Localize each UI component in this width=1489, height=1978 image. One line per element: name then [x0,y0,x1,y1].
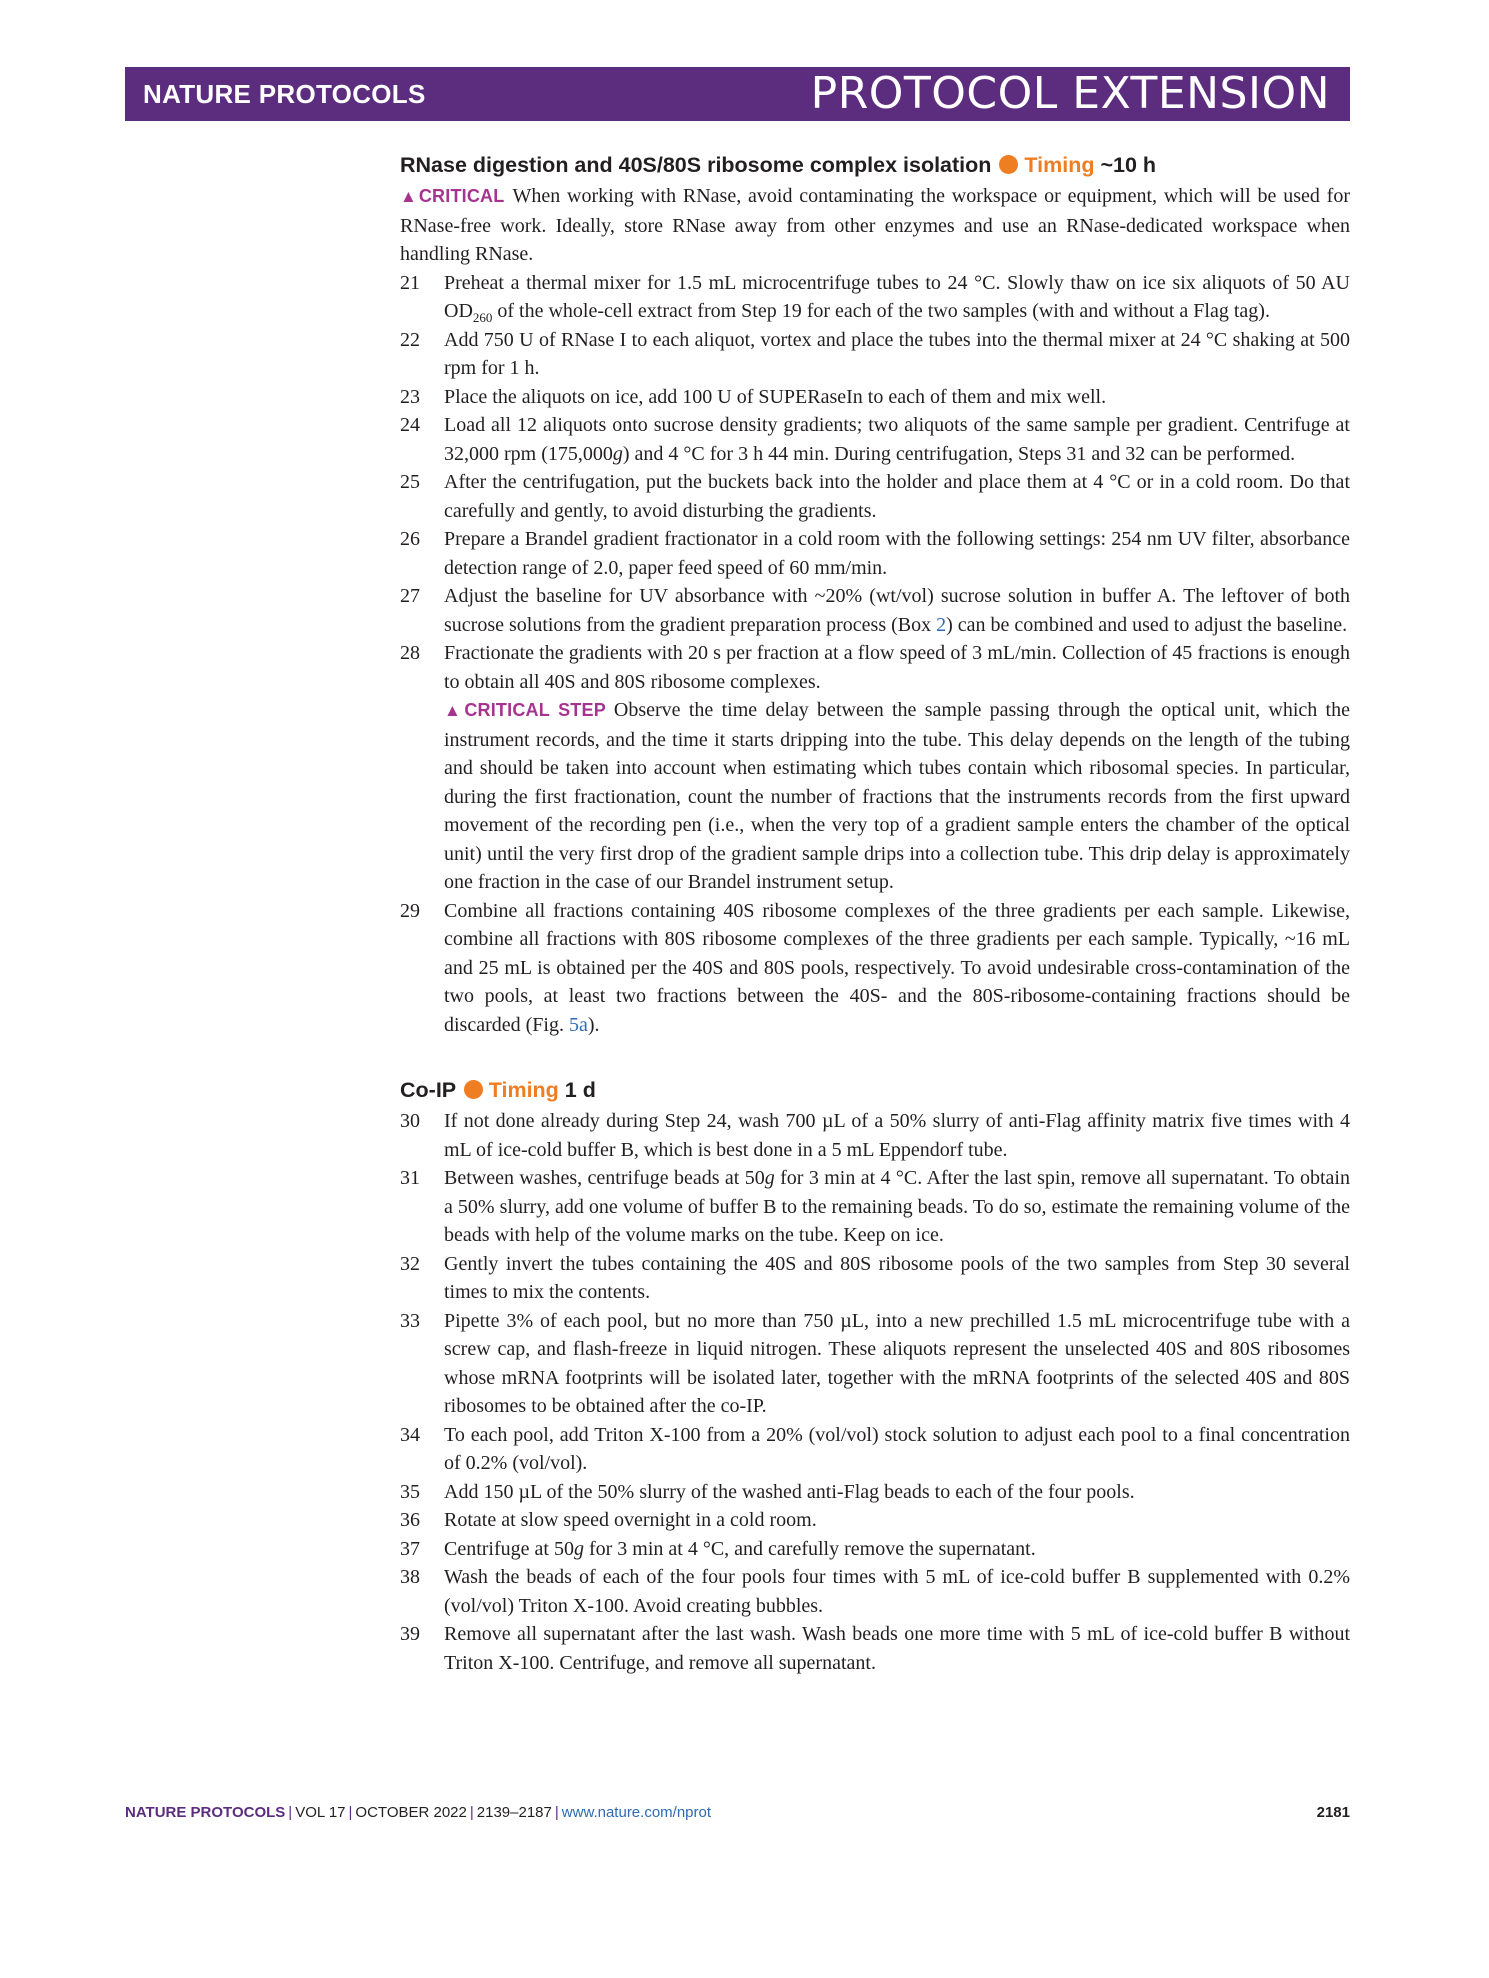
header-bar [125,67,1350,121]
warning-triangle-icon: ▲ [400,187,419,206]
step-text: Add 150 µL of the 50% slurry of the washed anti-Flag beads to each of the four pools. [444,1480,1135,1503]
step-text: Preheat a thermal mixer for 1.5 mL microcentrifuge tubes to 24 °C. Slowly thaw on ice six aliquots of 50 AU $OD_{260}$ of the whole-cell extract from Step 19 for each of the two samples (with and without a Flag tag). [444,271,1350,325]
step-34 [400,1421,1350,1478]
critical-step-note: ▲CRITICAL STEP Observe the time delay between the sample passing through the optical unit, which the instrument records, and the time it starts dripping into the tube. This delay depends on the length of the tubing and should be taken into account when estimating which tubes contain which ribosomal species. In particular, during the first fractionation, count the number of fractions that the instruments records from the first upward movement of the recording pen (i.e., when the very top of a gradient sample enters the chamber of the optical unit) until the very first drop of the gradient sample drips into a collection tube. This drip delay is approximately one fraction in the case of our Brandel instrument setup. [444,699,1350,893]
step-text: Between washes, centrifuge beads at 50g for 3 min at 4 °C. After the last spin, remove all supernatant. To obtain a 50% slurry, add one volume of buffer B to the remaining beads. To do so, estimate the remaining volume of the beads with help of the volume marks on the tube. Keep on ice. [444,1167,1350,1246]
timing-label: Timing [1024,153,1095,177]
step-number: 36 [400,1509,420,1531]
timing-value: 1 d [564,1078,596,1102]
step-31 [400,1164,1350,1250]
step-26 [400,525,1350,582]
section-title: Co-IP [400,1078,456,1102]
section-title: RNase digestion and 40S/80S ribosome complex isolation [400,153,992,177]
step-number: 38 [400,1566,420,1588]
step-number: 27 [400,585,420,607]
step-28 [400,639,1350,897]
step-35 [400,1478,1350,1507]
step-text: If not done already during Step 24, wash 700 µL of a 50% slurry of anti-Flag affinity matrix five times with 4 mL of ice-cold buffer B, which is best done in a 5 mL Eppendorf tube. [444,1110,1350,1161]
step-text: Fractionate the gradients with 20 s per fraction at a flow speed of 3 mL/min. Collection of 45 fractions is enough to obtain all 40S and 80S ribosome complexes. [444,642,1350,693]
main-content [400,150,1350,1677]
footer-url-link[interactable]: www.nature.com/nprot [561,1804,712,1821]
footer-pages: 2139–2187 [476,1804,552,1821]
step-text: Adjust the baseline for UV absorbance with ~20% (wt/vol) sucrose solution in buffer A. The leftover of both sucrose solutions from the gradient preparation process (Box 2) can be combined and used to adjust the baseline. [444,585,1350,636]
step-23 [400,383,1350,412]
step-number: 22 [400,328,420,351]
step-27 [400,582,1350,639]
section-heading-rnase [400,150,1350,180]
critical-step-tag: ▲CRITICAL STEP [444,700,606,720]
step-text: Rotate at slow speed overnight in a cold room. [444,1509,817,1531]
step-number: 29 [400,899,420,922]
step-number: 33 [400,1309,420,1332]
step-number: 39 [400,1623,420,1645]
article-type: PROTOCOL EXTENSION [810,68,1330,119]
step-33 [400,1307,1350,1421]
step-text: Place the aliquots on ice, add 100 U of SUPERaseIn to each of them and mix well. [444,385,1107,408]
step-24 [400,411,1350,468]
step-22 [400,326,1350,383]
step-39 [400,1620,1350,1677]
box-link[interactable]: 2 [936,613,947,636]
step-32 [400,1250,1350,1307]
page-number: 2181 [1316,1804,1350,1821]
section-heading-coip [400,1075,1350,1105]
step-text: Pipette 3% of each pool, but no more than 750 µL, into a new prechilled 1.5 mL microcentrifuge tube with a screw cap, and flash-freeze in liquid nitrogen. These aliquots represent the unselected 40S and 80S ribosomes whose mRNA footprints will be isolated later, together with the mRNA footprints of the selected 40S and 80S ribosomes to be obtained after the co-IP. [444,1309,1350,1417]
step-number: 23 [400,385,420,408]
figure-link[interactable]: 5a [568,1013,588,1036]
step-text: Add 750 U of RNase I to each aliquot, vortex and place the tubes into the thermal mixer at 24 °C shaking at 500 rpm for 1 h. [444,328,1350,379]
step-30 [400,1107,1350,1164]
critical-tag: ▲CRITICAL [400,186,505,206]
step-37 [400,1535,1350,1564]
footer-date: OCTOBER 2022 [355,1804,467,1821]
step-number: 37 [400,1537,420,1560]
step-number: 30 [400,1110,420,1132]
step-number: 31 [400,1167,420,1189]
critical-text: When working with RNase, avoid contaminating the workspace or equipment, which will be used for RNase-free work. Ideally, store RNase away from other enzymes and use an RNase-dedicated workspace when handling RNase. [400,185,1350,265]
footer-citation: NATURE PROTOCOLS | VOL 17 | OCTOBER 2022 | 2139–2187 | www.nature.com/nprot [125,1804,712,1821]
step-text: Remove all supernatant after the last wash. Wash beads one more time with 5 mL of ice-cold buffer B without Triton X-100. Centrifuge, and remove all supernatant. [444,1623,1350,1674]
step-text: Combine all fractions containing 40S ribosome complexes of the three gradients per each sample. Likewise, combine all fractions with 80S ribosome complexes of the three gradients per each sample. Typically, ~16 mL and 25 mL is obtained per the 40S and 80S pools, respectively. To avoid undesirable cross-contamination of the two pools, at least two fractions between the 40S- and the 80S-ribosome-containing fractions should be discarded (Fig. 5a). [444,899,1350,1036]
step-number: 28 [400,642,420,664]
timing-value: ~10 h [1100,153,1157,177]
step-text: Centrifuge at 50g for 3 min at 4 °C, and carefully remove the supernatant. [444,1537,1036,1560]
footer-journal: NATURE PROTOCOLS [125,1804,286,1821]
footer-volume: VOL 17 [295,1804,346,1821]
step-25 [400,468,1350,525]
step-36 [400,1506,1350,1535]
step-number: 21 [400,271,420,294]
step-text: Wash the beads of each of the four pools four times with 5 mL of ice-cold buffer B supplemented with 0.2% (vol/vol) Triton X-100. Avoid creating bubbles. [444,1566,1350,1617]
timing-dot-icon [999,155,1018,174]
step-29 [400,897,1350,1040]
step-text: Gently invert the tubes containing the 40S and 80S ribosome pools of the two samples from Step 30 several times to mix the contents. [444,1252,1350,1303]
step-number: 24 [400,414,420,436]
step-text: To each pool, add Triton X-100 from a 20% (vol/vol) stock solution to adjust each pool to a final concentration of 0.2% (vol/vol). [444,1423,1350,1474]
journal-name: NATURE PROTOCOLS [143,79,426,109]
step-number: 26 [400,528,420,550]
step-text: Prepare a Brandel gradient fractionator in a cold room with the following settings: 254 nm UV filter, absorbance detection range of 2.0, paper feed speed of 60 mm/min. [444,528,1350,579]
step-number: 32 [400,1252,420,1275]
step-21 [400,269,1350,326]
step-number: 35 [400,1480,420,1503]
timing-label: Timing [488,1078,559,1102]
step-38 [400,1563,1350,1620]
step-text: After the centrifugation, put the buckets back into the holder and place them at 4 °C or in a cold room. Do that carefully and gently, to avoid disturbing the gradients. [444,471,1350,522]
step-number: 34 [400,1423,420,1446]
timing-dot-icon [464,1080,483,1099]
critical-note [400,182,1350,269]
step-number: 25 [400,471,420,493]
warning-triangle-icon: ▲ [444,701,465,720]
step-text: Load all 12 aliquots onto sucrose density gradients; two aliquots of the same sample per gradient. Centrifuge at 32,000 rpm (175,000g) and 4 °C for 3 h 44 min. During centrifugation, Steps 31 and 32 can be performed. [444,414,1350,465]
